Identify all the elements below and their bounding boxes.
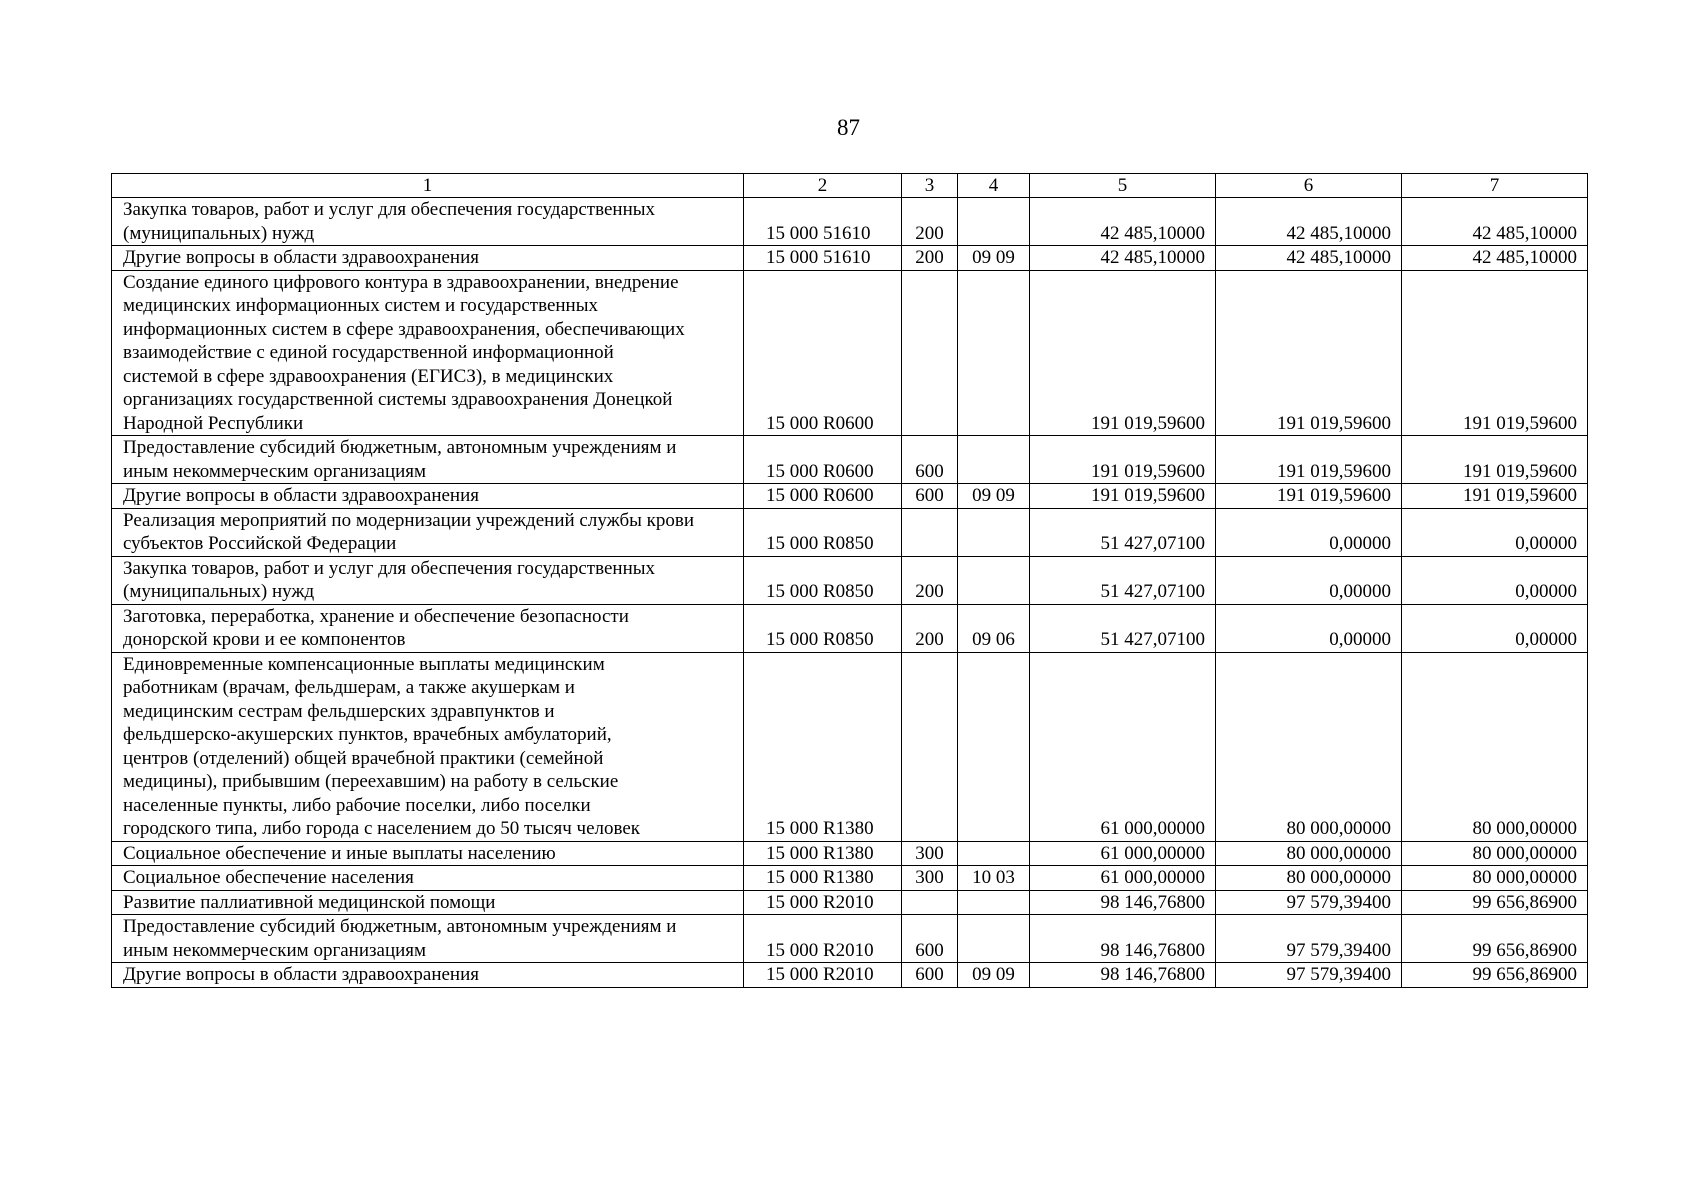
table-row xyxy=(112,508,1588,556)
target-code-cell: 15 000 51610 xyxy=(744,198,902,246)
page-number: 87 xyxy=(837,115,860,140)
target-code-cell: 15 000 R2010 xyxy=(744,890,902,915)
amount-col5-cell: 42 485,10000 xyxy=(1030,246,1216,271)
section-subsection-cell xyxy=(958,508,1030,556)
item-name-cell xyxy=(112,436,744,484)
expense-type-cell: 600 xyxy=(902,963,958,988)
amount-col5-cell: 98 146,76800 xyxy=(1030,963,1216,988)
target-code-cell: 15 000 R1380 xyxy=(744,652,902,841)
section-subsection-cell xyxy=(958,915,1030,963)
item-name-cell xyxy=(112,652,744,841)
expense-type-cell: 200 xyxy=(902,556,958,604)
amount-col5-cell: 61 000,00000 xyxy=(1030,652,1216,841)
item-name-line: населенные пункты, либо рабочие поселки, либо поселки xyxy=(123,794,591,816)
table-header-row xyxy=(112,174,1588,198)
amount-col6-cell: 80 000,00000 xyxy=(1216,866,1402,891)
section-subsection-cell: 10 03 xyxy=(958,866,1030,891)
table-row xyxy=(112,866,1588,891)
amount-col6-cell: 42 485,10000 xyxy=(1216,198,1402,246)
item-name-cell xyxy=(112,270,744,436)
item-name-line: взаимодействие с единой государственной информационной xyxy=(123,342,614,363)
amount-col6-cell: 0,00000 xyxy=(1216,508,1402,556)
table-row xyxy=(112,198,1588,246)
target-code-cell: 15 000 R0850 xyxy=(744,556,902,604)
item-name-line: Заготовка, переработка, хранение и обеспечение безопасности xyxy=(123,605,629,627)
expense-type-cell: 600 xyxy=(902,436,958,484)
amount-col6-cell: 80 000,00000 xyxy=(1216,652,1402,841)
item-name-line: Создание единого цифрового контура в здравоохранении, внедрение xyxy=(123,271,679,293)
item-name-line: Закупка товаров, работ и услуг для обеспечения государственных xyxy=(123,557,656,579)
table-row xyxy=(112,246,1588,271)
amount-col7-cell: 80 000,00000 xyxy=(1402,841,1588,866)
item-name-line: Развитие паллиативной медицинской помощи xyxy=(123,891,496,913)
expense-type-cell: 300 xyxy=(902,866,958,891)
amount-col7-cell: 80 000,00000 xyxy=(1402,652,1588,841)
item-name-line: Другие вопросы в области здравоохранения xyxy=(123,964,480,985)
item-name-line: субъектов Российской Федерации xyxy=(123,533,397,554)
amount-col5-cell: 61 000,00000 xyxy=(1030,841,1216,866)
amount-col7-cell: 191 019,59600 xyxy=(1402,270,1588,436)
item-name-cell xyxy=(112,246,744,271)
target-code-cell: 15 000 R0850 xyxy=(744,508,902,556)
amount-col6-cell: 0,00000 xyxy=(1216,604,1402,652)
expense-type-cell xyxy=(902,270,958,436)
item-name-line: медицины), прибывшим (переехавшим) на работу в сельские xyxy=(123,771,619,792)
item-name-line: Народной Республики xyxy=(123,412,304,434)
item-name-line: иным некоммерческим организациям xyxy=(123,939,427,961)
amount-col5-cell: 42 485,10000 xyxy=(1030,198,1216,246)
item-name-cell xyxy=(112,915,744,963)
item-name-line: иным некоммерческим организациям xyxy=(123,460,427,482)
item-name-line: донорской крови и ее компонентов xyxy=(123,629,406,650)
item-name-cell xyxy=(112,963,744,988)
amount-col6-cell: 0,00000 xyxy=(1216,556,1402,604)
table-row xyxy=(112,915,1588,963)
amount-col5-cell: 51 427,07100 xyxy=(1030,508,1216,556)
item-name-cell xyxy=(112,198,744,246)
item-name-cell xyxy=(112,484,744,509)
table-row xyxy=(112,963,1588,988)
amount-col6-cell: 80 000,00000 xyxy=(1216,841,1402,866)
table-row xyxy=(112,436,1588,484)
column-header-6: 6 xyxy=(1216,174,1402,198)
item-name-line: информационных систем в сфере здравоохранения, обеспечивающих xyxy=(123,318,685,340)
section-subsection-cell xyxy=(958,890,1030,915)
item-name-line: Другие вопросы в области здравоохранения xyxy=(123,485,480,506)
amount-col5-cell: 98 146,76800 xyxy=(1030,915,1216,963)
target-code-cell: 15 000 R1380 xyxy=(744,866,902,891)
target-code-cell: 15 000 R0850 xyxy=(744,604,902,652)
amount-col7-cell: 42 485,10000 xyxy=(1402,198,1588,246)
item-name-line: Реализация мероприятий по модернизации учреждений службы крови xyxy=(123,509,695,531)
amount-col6-cell: 97 579,39400 xyxy=(1216,963,1402,988)
item-name-line: работникам (врачам, фельдшерам, а также акушеркам и xyxy=(123,677,575,698)
amount-col5-cell: 191 019,59600 xyxy=(1030,436,1216,484)
item-name-line: Другие вопросы в области здравоохранения xyxy=(123,247,480,268)
target-code-cell: 15 000 51610 xyxy=(744,246,902,271)
section-subsection-cell: 09 06 xyxy=(958,604,1030,652)
column-header-7: 7 xyxy=(1402,174,1588,198)
budget-table xyxy=(111,173,1588,988)
table-row xyxy=(112,556,1588,604)
item-name-cell xyxy=(112,866,744,891)
section-subsection-cell xyxy=(958,841,1030,866)
item-name-line: Социальное обеспечение населения xyxy=(123,867,414,888)
expense-type-cell: 600 xyxy=(902,915,958,963)
expense-type-cell: 200 xyxy=(902,198,958,246)
item-name-line: центров (отделений) общей врачебной практики (семейной xyxy=(123,747,604,769)
amount-col7-cell: 0,00000 xyxy=(1402,604,1588,652)
column-header-3: 3 xyxy=(902,174,958,198)
amount-col5-cell: 98 146,76800 xyxy=(1030,890,1216,915)
amount-col7-cell: 0,00000 xyxy=(1402,508,1588,556)
expense-type-cell: 200 xyxy=(902,246,958,271)
item-name-line: медицинских информационных систем и государственных xyxy=(123,295,598,316)
item-name-cell xyxy=(112,604,744,652)
expense-type-cell: 300 xyxy=(902,841,958,866)
item-name-line: городского типа, либо города с населением до 50 тысяч человек xyxy=(123,818,641,839)
amount-col7-cell: 42 485,10000 xyxy=(1402,246,1588,271)
item-name-line: Закупка товаров, работ и услуг для обеспечения государственных xyxy=(123,199,656,220)
section-subsection-cell: 09 09 xyxy=(958,246,1030,271)
expense-type-cell xyxy=(902,508,958,556)
table-row xyxy=(112,890,1588,915)
amount-col7-cell: 99 656,86900 xyxy=(1402,915,1588,963)
column-header-4: 4 xyxy=(958,174,1030,198)
section-subsection-cell xyxy=(958,198,1030,246)
table-row xyxy=(112,652,1588,841)
column-header-2: 2 xyxy=(744,174,902,198)
item-name-line: Предоставление субсидий бюджетным, автономным учреждениям и xyxy=(123,916,677,937)
item-name-line: Социальное обеспечение и иные выплаты населению xyxy=(123,842,556,864)
target-code-cell: 15 000 R2010 xyxy=(744,915,902,963)
amount-col6-cell: 191 019,59600 xyxy=(1216,270,1402,436)
target-code-cell: 15 000 R0600 xyxy=(744,436,902,484)
amount-col7-cell: 80 000,00000 xyxy=(1402,866,1588,891)
item-name-cell xyxy=(112,890,744,915)
item-name-line: системой в сфере здравоохранения (ЕГИСЗ), в медицинских xyxy=(123,365,614,387)
section-subsection-cell: 09 09 xyxy=(958,963,1030,988)
item-name-cell xyxy=(112,508,744,556)
amount-col7-cell: 99 656,86900 xyxy=(1402,963,1588,988)
expense-type-cell xyxy=(902,652,958,841)
item-name-cell xyxy=(112,841,744,866)
table-body xyxy=(112,174,1588,988)
item-name-line: организациях государственной системы здравоохранения Донецкой xyxy=(123,389,673,410)
column-header-5: 5 xyxy=(1030,174,1216,198)
expense-type-cell xyxy=(902,890,958,915)
amount-col7-cell: 0,00000 xyxy=(1402,556,1588,604)
amount-col5-cell: 51 427,07100 xyxy=(1030,604,1216,652)
section-subsection-cell xyxy=(958,556,1030,604)
amount-col6-cell: 97 579,39400 xyxy=(1216,890,1402,915)
expense-type-cell: 600 xyxy=(902,484,958,509)
amount-col5-cell: 61 000,00000 xyxy=(1030,866,1216,891)
item-name-line: медицинским сестрам фельдшерских здравпунктов и xyxy=(123,700,555,722)
amount-col7-cell: 191 019,59600 xyxy=(1402,436,1588,484)
amount-col7-cell: 99 656,86900 xyxy=(1402,890,1588,915)
amount-col7-cell: 191 019,59600 xyxy=(1402,484,1588,509)
table-row xyxy=(112,841,1588,866)
item-name-line: фельдшерско-акушерских пунктов, врачебных амбулаторий, xyxy=(123,724,612,745)
item-name-line: (муниципальных) нужд xyxy=(123,581,315,602)
item-name-line: Единовременные компенсационные выплаты медицинским xyxy=(123,653,605,675)
amount-col6-cell: 97 579,39400 xyxy=(1216,915,1402,963)
target-code-cell: 15 000 R0600 xyxy=(744,484,902,509)
table-row xyxy=(112,484,1588,509)
amount-col6-cell: 42 485,10000 xyxy=(1216,246,1402,271)
amount-col5-cell: 191 019,59600 xyxy=(1030,484,1216,509)
amount-col6-cell: 191 019,59600 xyxy=(1216,484,1402,509)
target-code-cell: 15 000 R2010 xyxy=(744,963,902,988)
item-name-cell xyxy=(112,556,744,604)
amount-col6-cell: 191 019,59600 xyxy=(1216,436,1402,484)
expense-type-cell: 200 xyxy=(902,604,958,652)
item-name-line: (муниципальных) нужд xyxy=(123,222,315,244)
section-subsection-cell xyxy=(958,270,1030,436)
amount-col5-cell: 51 427,07100 xyxy=(1030,556,1216,604)
section-subsection-cell xyxy=(958,652,1030,841)
column-header-1: 1 xyxy=(112,174,744,198)
target-code-cell: 15 000 R0600 xyxy=(744,270,902,436)
target-code-cell: 15 000 R1380 xyxy=(744,841,902,866)
item-name-line: Предоставление субсидий бюджетным, автономным учреждениям и xyxy=(123,437,677,458)
amount-col5-cell: 191 019,59600 xyxy=(1030,270,1216,436)
section-subsection-cell: 09 09 xyxy=(958,484,1030,509)
table-row xyxy=(112,270,1588,436)
table-row xyxy=(112,604,1588,652)
section-subsection-cell xyxy=(958,436,1030,484)
